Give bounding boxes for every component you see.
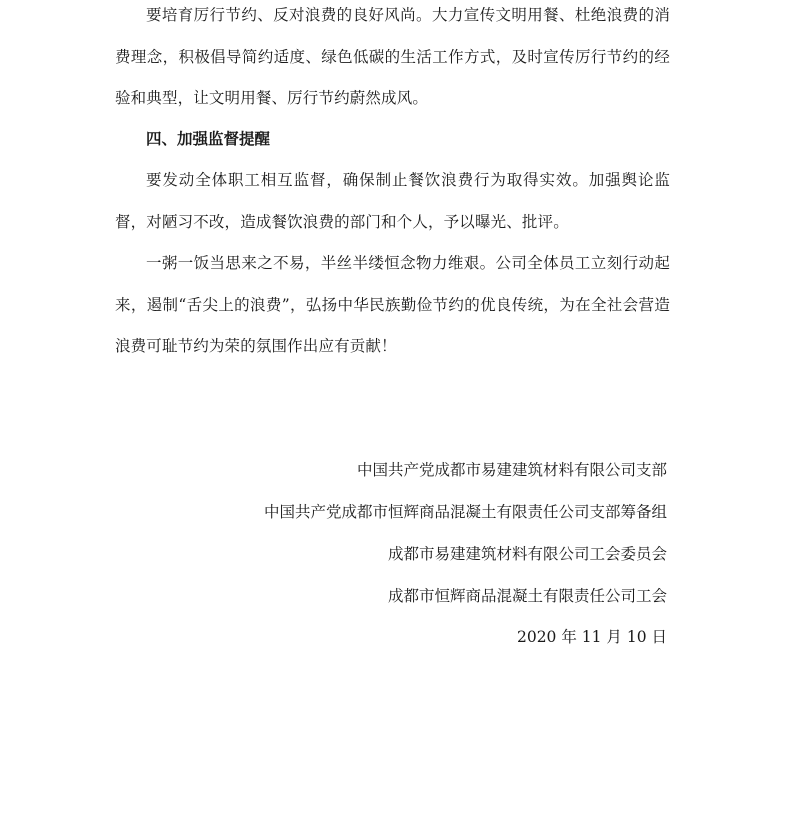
signatory: 成都市恒辉商品混凝土有限责任公司工会: [387, 587, 667, 605]
section-heading: 四、加强监督提醒: [146, 129, 271, 148]
body-paragraph: 要培育厉行节约、反对浪费的良好风尚。大力宣传文明用餐、杜绝浪费的消费理念，积极倡导简约适度、绿色低碳的生活工作方式，及时宣传厉行节约的经验和典型，让文明用餐、厉行节约蔚然成风。: [115, 6, 670, 107]
signatory: 中国共产党成都市恒辉商品混凝土有限责任公司支部筹备组: [263, 503, 667, 521]
document-date: 2020 年 11 月 10 日: [516, 628, 667, 646]
signatory: 成都市易建建筑材料有限公司工会委员会: [387, 545, 667, 563]
signatory: 中国共产党成都市易建建筑材料有限公司支部: [356, 461, 667, 479]
body-paragraph: 要发动全体职工相互监督，确保制止餐饮浪费行为取得实效。加强舆论监督，对陋习不改，造成餐饮浪费的部门和个人，予以曝光、批评。: [115, 171, 670, 231]
body-paragraph: 一粥一饭当思来之不易，半丝半缕恒念物力维艰。公司全体员工立刻行动起来，遏制“舌尖上的浪费”，弘扬中华民族勤俭节约的优良传统，为在全社会营造浪费可耻节约为荣的氛围作出应有贡献！: [115, 254, 670, 355]
